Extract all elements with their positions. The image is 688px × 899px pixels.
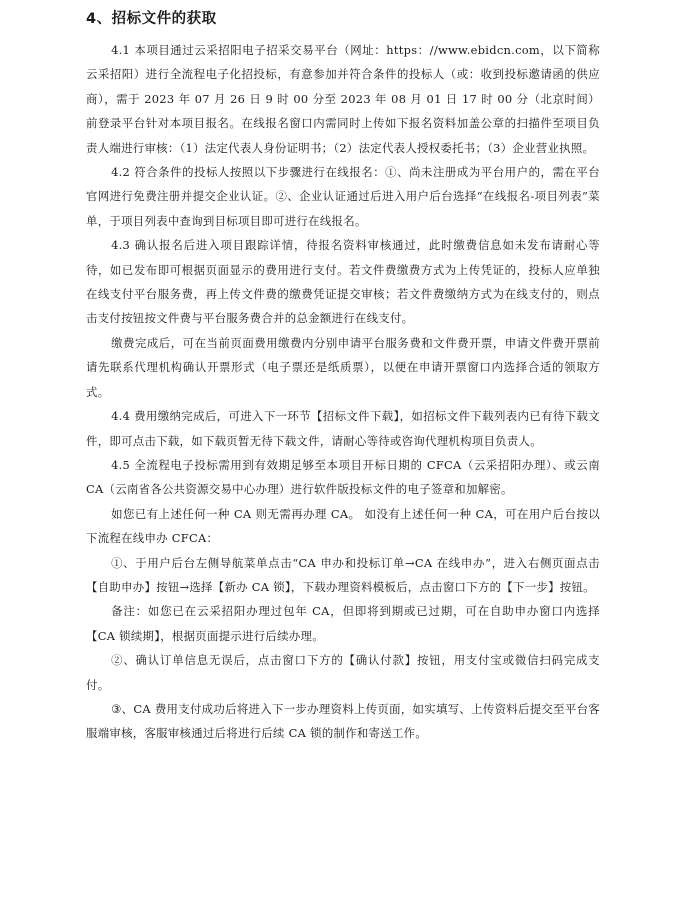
paragraph-ca-intro: 如您已有上述任何一种 CA 则无需再办理 CA。 如没有上述任何一种 CA，可在用户后台按以下流程在线申办 CFCA： bbox=[86, 506, 600, 546]
paragraph-step-3: ③、CA 费用支付成功后将进入下一步办理资料上传页面，如实填写、上传资料后提交至平台客服端审核，客服审核通过后将进行后续 CA 锁的制作和寄送工作。 bbox=[86, 701, 600, 741]
paragraph-invoice: 缴费完成后，可在当前页面费用缴费内分别申请平台服务费和文件费开票，申请文件费开票前请先联系代理机构确认开票形式（电子票还是纸质票），以便在申请开票窗口内选择合适的领取方式。 bbox=[86, 335, 600, 399]
paragraph-step-2: ②、确认订单信息无误后，点击窗口下方的【确认付款】按钮，用支付宝或微信扫码完成支付。 bbox=[86, 653, 600, 692]
paragraph-4-2: 4.2 符合条件的投标人按照以下步骤进行在线报名：①、尚未注册成为平台用户的，需在平台官网进行免费注册并提交企业认证。②、企业认证通过后进入用户后台选择“在线报名-项目列表”菜单，于项目列表中查询到目标项目即可进行在线报名。 bbox=[86, 165, 600, 228]
paragraph-note: 备注：如您已在云采招阳办理过包年 CA，但即将到期或已过期，可在自助申办窗口内选择【CA 锁续期】，根据页面提示进行后续办理。 bbox=[86, 604, 600, 643]
paragraph-4-5: 4.5 全流程电子投标需用到有效期足够至本项目开标日期的 CFCA（云采招阳办理）、或云南 CA（云南省各公共资源交易中心办理）进行软件版投标文件的电子签章和加解密。 bbox=[86, 457, 600, 497]
paragraph-4-1: 4.1 本项目通过云采招阳电子招采交易平台（网址：https：//www.ebidcn.com，以下简称云采招阳）进行全流程电子化招投标，有意参加并符合条件的投标人（或：收到投标邀请函的供应商），需于 2023 年 07 月 26 日 9 时 00 分至 2023 年 08 月 01 日 17 时 00 分（北京时间）前登录平台针对本项目报名。在线报名窗口内需同时上传如下报名资料加盖公章的扫描件至项目负责人端进行审核：（1）法定代表人身份证明书；（2）法定代表人授权委托书；（3）企业营业执照。 bbox=[86, 43, 600, 155]
section-heading: 4、招标文件的获取 bbox=[86, 11, 217, 27]
paragraph-4-4: 4.4 费用缴纳完成后，可进入下一环节【招标文件下载】，如招标文件下载列表内已有待下载文件，即可点击下载，如下载页暂无待下载文件，请耐心等待或咨询代理机构项目负责人。 bbox=[86, 409, 600, 448]
paragraph-4-3: 4.3 确认报名后进入项目跟踪详情，待报名资料审核通过，此时缴费信息如未发布请耐心等待，如已发布即可根据页面显示的费用进行支付。若文件费缴费方式为上传凭证的，投标人应单独在线支付平台服务费，再上传文件费的缴费凭证提交审核；若文件费缴纳方式为在线支付的，则点击支付按钮按文件费与平台服务费合并的总金额进行在线支付。 bbox=[86, 238, 600, 326]
paragraph-step-1: ①、于用户后台左侧导航菜单点击“CA 申办和投标订单→CA 在线申办”，进入右侧页面点击【自助申办】按钮→选择【新办 CA 锁】，下载办理资料模板后，点击窗口下方的【下一步】按钮。 bbox=[86, 555, 600, 594]
